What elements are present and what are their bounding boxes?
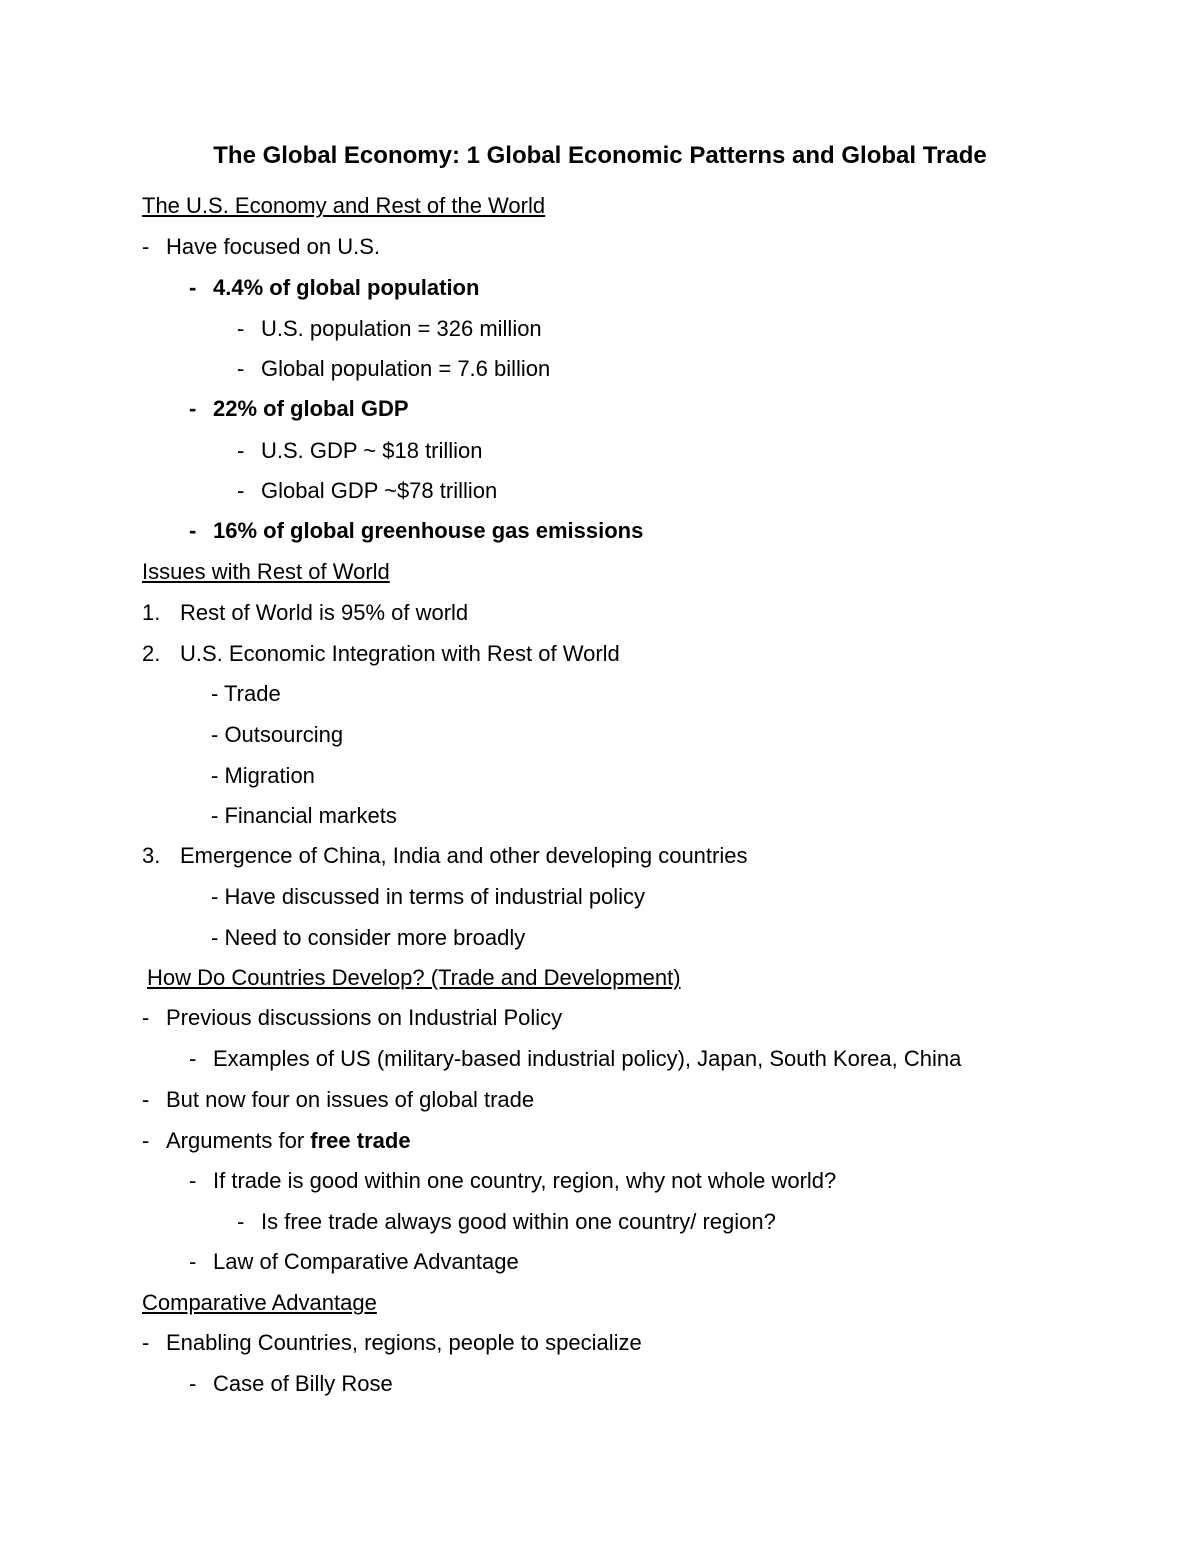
bullet-dash: - <box>237 1209 245 1234</box>
sub-item: - Financial markets <box>211 803 397 828</box>
bullet-item <box>142 232 380 262</box>
bullet-text: U.S. GDP ~ $18 trillion <box>261 438 483 463</box>
sub-item: - Outsourcing <box>211 722 344 747</box>
bullet-dash: - <box>189 1249 197 1274</box>
sub-item: - Trade <box>211 681 281 706</box>
bullet-dash: - <box>189 1168 197 1193</box>
bullet-dash: - <box>189 1046 197 1071</box>
bullet-item <box>237 1207 776 1237</box>
bullet-text: But now four on issues of global trade <box>166 1087 535 1112</box>
bullet-text: Have focused on U.S. <box>166 234 381 259</box>
bullet-dash: - <box>237 478 245 503</box>
bullet-text-bold: free trade <box>310 1128 411 1153</box>
bullet-dash: - <box>142 1005 150 1030</box>
bullet-dash: - <box>142 234 150 259</box>
bullet-item <box>237 436 483 466</box>
numbered-item <box>142 639 620 669</box>
bullet-text: Examples of US (military-based industrial policy), Japan, South Korea, China <box>213 1046 962 1071</box>
bullet-text: Global population = 7.6 billion <box>261 356 551 381</box>
item-number: 3. <box>142 843 161 868</box>
bullet-text: Is free trade always good within one country/ region? <box>261 1209 776 1234</box>
section-heading-us-economy: The U.S. Economy and Rest of the World <box>142 193 546 218</box>
bullet-item <box>142 1328 642 1358</box>
bullet-text: 16% of global greenhouse gas emissions <box>213 518 644 543</box>
bullet-dash: - <box>189 1371 197 1396</box>
bullet-text: Law of Comparative Advantage <box>213 1249 519 1274</box>
bullet-item <box>142 1003 562 1033</box>
item-text: Rest of World is 95% of world <box>180 600 469 625</box>
bullet-item <box>189 1044 961 1074</box>
sub-item: - Have discussed in terms of industrial policy <box>211 884 646 909</box>
item-number: 1. <box>142 600 161 625</box>
bullet-dash: - <box>237 356 245 381</box>
bullet-dash: - <box>142 1330 150 1355</box>
sub-item: - Migration <box>211 763 315 788</box>
bullet-item <box>142 1126 411 1156</box>
bullet-text: 4.4% of global population <box>213 275 480 300</box>
bullet-text: If trade is good within one country, region, why not whole world? <box>213 1168 837 1193</box>
sub-item: - Need to consider more broadly <box>211 925 526 950</box>
item-text: U.S. Economic Integration with Rest of World <box>180 641 620 666</box>
bullet-text: Global GDP ~$78 trillion <box>261 478 498 503</box>
document-title: The Global Economy: 1 Global Economic Patterns and Global Trade <box>213 142 987 169</box>
bullet-text: 22% of global GDP <box>213 396 409 421</box>
numbered-item <box>142 598 468 628</box>
bullet-item <box>189 1166 836 1196</box>
section-heading-how-countries-develop: How Do Countries Develop? (Trade and Development) <box>147 965 681 990</box>
bullet-dash: - <box>142 1128 150 1153</box>
bullet-item <box>189 1247 519 1277</box>
bullet-item <box>189 1369 393 1399</box>
bullet-text: Case of Billy Rose <box>213 1371 393 1396</box>
bullet-dash: - <box>237 316 245 341</box>
bullet-item <box>237 354 550 384</box>
item-text: Emergence of China, India and other developing countries <box>180 843 748 868</box>
section-heading-comparative-advantage: Comparative Advantage <box>142 1290 377 1315</box>
bullet-dash: - <box>142 1087 150 1112</box>
bullet-text: Arguments for <box>166 1128 311 1153</box>
bullet-text: U.S. population = 326 million <box>261 316 542 341</box>
bullet-item <box>237 314 542 344</box>
bullet-item <box>189 516 643 546</box>
section-heading-issues: Issues with Rest of World <box>142 559 390 584</box>
bullet-item <box>189 394 409 424</box>
bullet-dash: - <box>189 396 197 421</box>
bullet-dash: - <box>189 275 197 300</box>
numbered-item <box>142 841 747 871</box>
bullet-item <box>189 273 479 303</box>
bullet-text: Enabling Countries, regions, people to specialize <box>166 1330 642 1355</box>
bullet-dash: - <box>189 518 197 543</box>
bullet-text: Previous discussions on Industrial Policy <box>166 1005 563 1030</box>
bullet-item <box>237 476 497 506</box>
bullet-item <box>142 1085 534 1115</box>
bullet-dash: - <box>237 438 245 463</box>
item-number: 2. <box>142 641 161 666</box>
